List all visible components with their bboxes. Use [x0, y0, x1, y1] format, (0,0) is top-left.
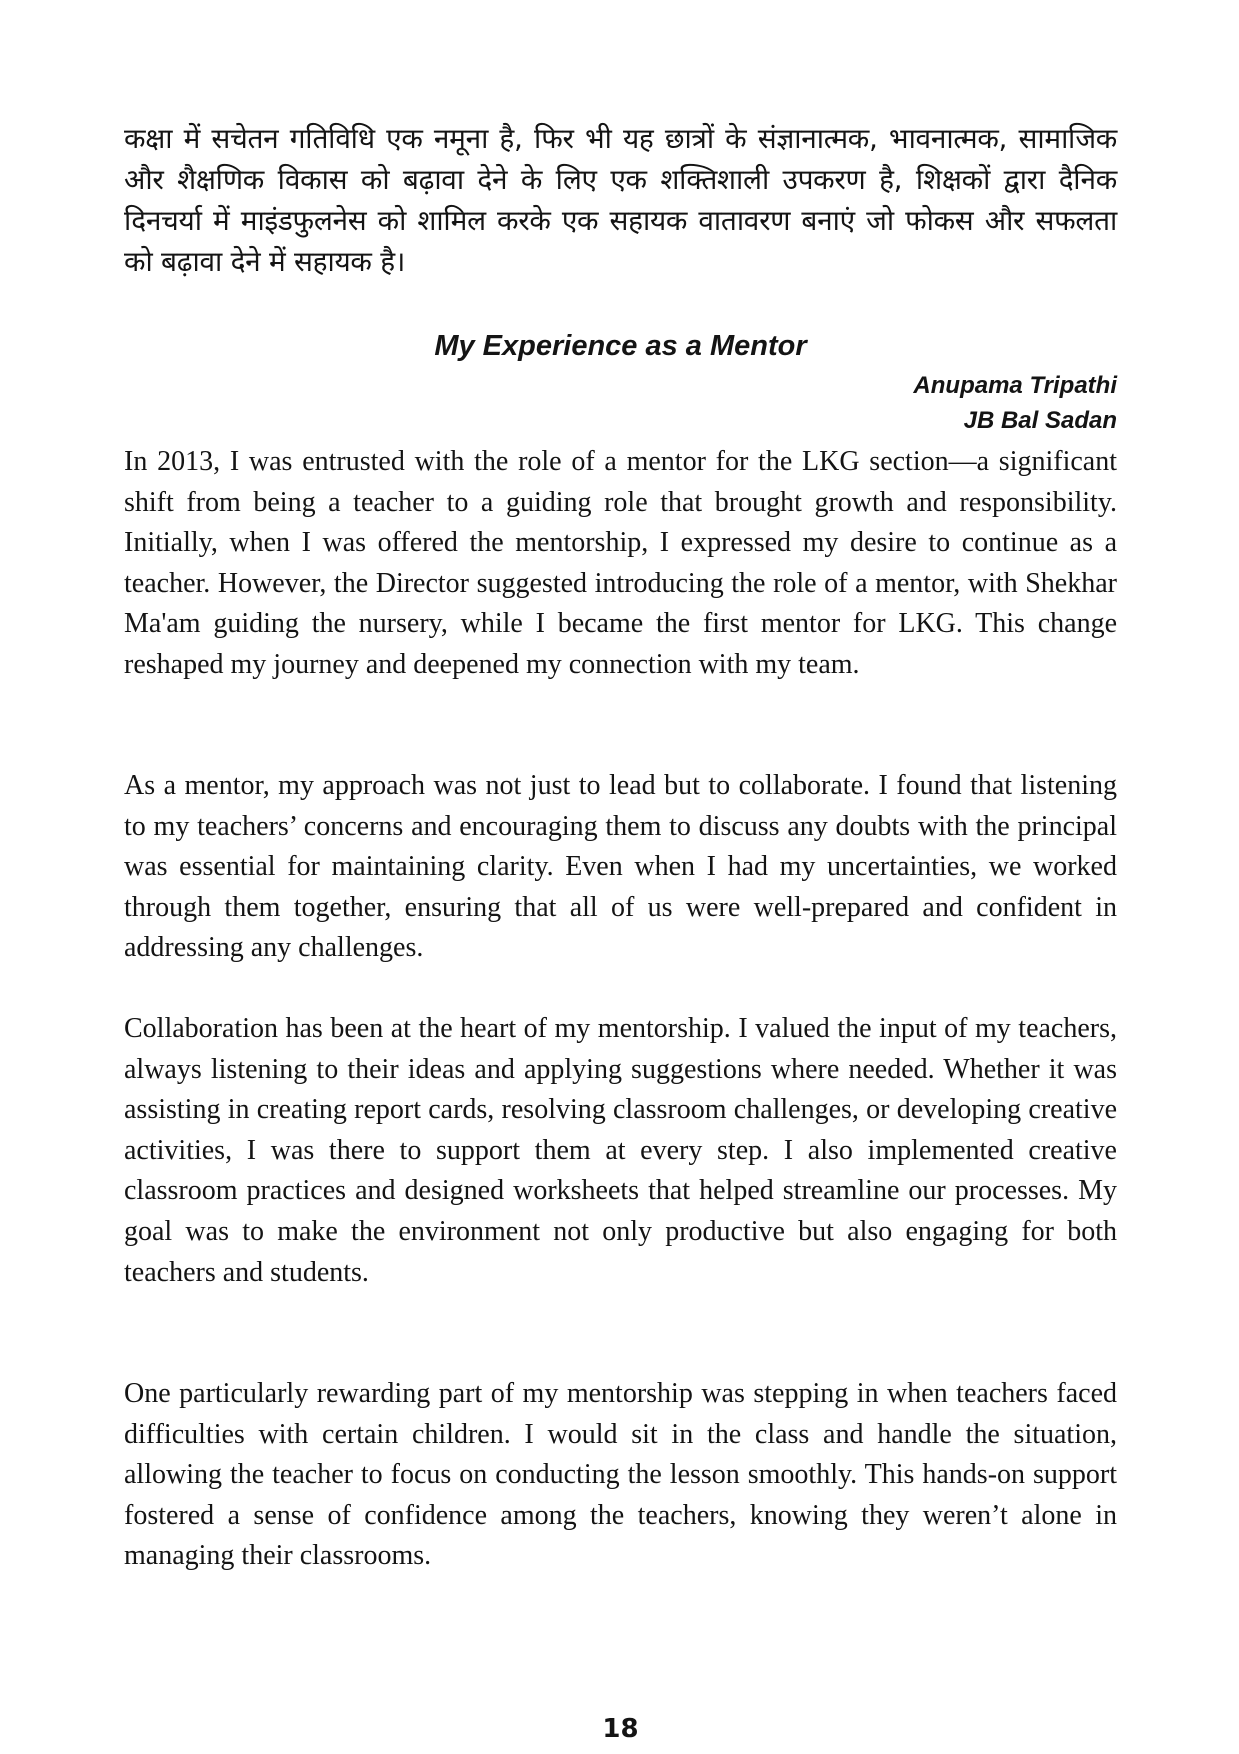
article-paragraph: One particularly rewarding part of my mentorship was stepping in when teachers faced difficulties with certain children. I would sit in the class and handle the situation, allowing the teacher to focus on conducting the lesson smoothly. This hands-on support fostered a sense of confidence among the teachers, knowing they weren’t alone in managing their classrooms. — [124, 1378, 1117, 1572]
article-paragraph: In 2013, I was entrusted with the role of a mentor for the LKG section—a significant shift from being a teacher to a guiding role that brought growth and responsibility. Initially, when I was offered the mentorship, I expressed my desire to continue as a teacher. However, the Director suggested introducing the role of a mentor, with Shekhar Ma'am guiding the nursery, while I became the first mentor for LKG. This change reshaped my journey and deepened my connection with my team. — [124, 446, 1117, 680]
article-paragraph: As a mentor, my approach was not just to lead but to collaborate. I found that listening to my teachers’ concerns and encouraging them to discuss any doubts with the principal was essential for maintaining clarity. Even when I had my uncertainties, we worked through them together, ensuring that all of us were well-prepared and confident in addressing any challenges. — [124, 770, 1117, 964]
author-name: Anupama Tripathi — [913, 372, 1117, 399]
hindi-paragraph: कक्षा में सचेतन गतिविधि एक नमूना है, फिर भी यह छात्रों के संज्ञानात्मक, भावनात्मक, सामाजिक और शैक्षणिक विकास को बढ़ावा देने के लिए एक शक्तिशाली उपकरण है, शिक्षकों द्वारा दैनिक दिनचर्या में माइंडफुलनेस को शामिल करके एक सहायक वातावरण बनाएं जो फोकस और सफलता को बढ़ावा देने में सहायक है। — [124, 122, 1117, 278]
page-number: 18 — [602, 1714, 639, 1744]
article-paragraph: Collaboration has been at the heart of my mentorship. I valued the input of my teachers, always listening to their ideas and applying suggestions where needed. Whether it was assisting in creating report cards, resolving classroom challenges, or developing creative activities, I was there to support them at every step. I also implemented creative classroom practices and designed worksheets that helped streamline our processes. My goal was to make the environment not only productive but also engaging for both teachers and students. — [124, 1013, 1117, 1288]
author-school: JB Bal Sadan — [963, 407, 1117, 434]
article-title: My Experience as a Mentor — [434, 330, 807, 362]
document-page — [124, 0, 1117, 1754]
